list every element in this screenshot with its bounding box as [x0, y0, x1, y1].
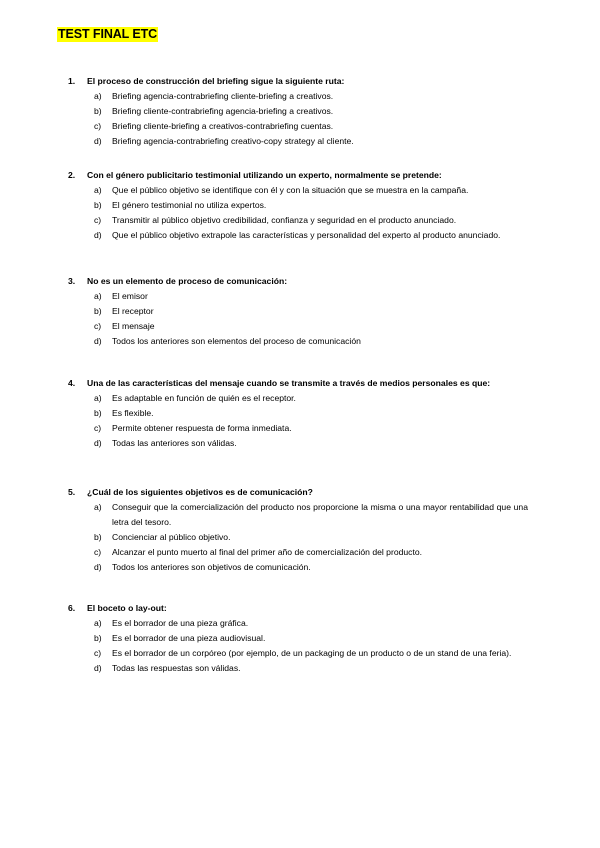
question-number: 2.: [68, 170, 76, 180]
option-text: El mensaje: [112, 321, 155, 331]
option-text: Todos los anteriores son objetivos de comunicación.: [112, 562, 311, 572]
question-text: El proceso de construcción del briefing sigue la siguiente ruta:: [87, 76, 345, 86]
option-letter: a): [94, 185, 102, 195]
option-text: Transmitir al público objetivo credibilidad, confianza y seguridad en el producto anunciado.: [112, 215, 457, 225]
option-letter: d): [94, 438, 102, 448]
option-d: [94, 228, 528, 243]
question-text: Con el género publicitario testimonial utilizando un experto, normalmente se pretende:: [87, 170, 442, 180]
question-heading: [68, 485, 528, 500]
option-letter: b): [94, 532, 102, 542]
question-4: [68, 376, 528, 451]
option-text: El receptor: [112, 306, 154, 316]
option-text: Todas las anteriores son válidas.: [112, 438, 237, 448]
option-letter: b): [94, 306, 102, 316]
option-b: [94, 631, 528, 646]
option-letter: c): [94, 215, 102, 225]
option-letter: c): [94, 321, 102, 331]
question-heading: [68, 274, 528, 289]
option-a: [94, 616, 528, 631]
option-d: [94, 134, 528, 149]
question-number: 4.: [68, 378, 76, 388]
option-a: [94, 289, 528, 304]
question-text: ¿Cuál de los siguientes objetivos es de comunicación?: [87, 487, 313, 497]
option-text: Briefing agencia-contrabriefing cliente-briefing a creativos.: [112, 91, 334, 101]
option-text: Concienciar al público objetivo.: [112, 532, 231, 542]
option-letter: d): [94, 230, 102, 240]
option-a: [94, 500, 528, 530]
option-b: [94, 530, 528, 545]
option-letter: c): [94, 547, 102, 557]
option-letter: a): [94, 393, 102, 403]
option-letter: b): [94, 106, 102, 116]
question-heading: [68, 168, 528, 183]
option-b: [94, 104, 528, 119]
option-a: [94, 183, 528, 198]
question-6: [68, 601, 528, 676]
option-b: [94, 198, 528, 213]
option-text: El género testimonial no utiliza expertos.: [112, 200, 267, 210]
option-letter: a): [94, 91, 102, 101]
option-text: Es adaptable en función de quién es el receptor.: [112, 393, 296, 403]
option-text: Conseguir que la comercialización del producto nos proporcione la misma o una mayor rentabilidad que una letra del tesoro.: [112, 502, 528, 527]
option-text: Es flexible.: [112, 408, 154, 418]
question-number: 3.: [68, 276, 76, 286]
option-c: [94, 319, 528, 334]
option-d: [94, 560, 528, 575]
question-number: 6.: [68, 603, 76, 613]
option-c: [94, 646, 528, 661]
option-d: [94, 334, 528, 349]
question-text: No es un elemento de proceso de comunicación:: [87, 276, 288, 286]
option-b: [94, 406, 528, 421]
option-a: [94, 391, 528, 406]
option-b: [94, 304, 528, 319]
option-letter: b): [94, 408, 102, 418]
question-heading: [68, 74, 528, 89]
option-letter: c): [94, 648, 102, 658]
question-heading: [68, 601, 528, 616]
question-2: [68, 168, 528, 243]
option-letter: d): [94, 663, 102, 673]
question-text: El boceto o lay-out:: [87, 603, 167, 613]
question-number: 5.: [68, 487, 76, 497]
option-letter: a): [94, 618, 102, 628]
option-d: [94, 661, 528, 676]
question-text: Una de las características del mensaje cuando se transmite a través de medios personales es que:: [87, 378, 491, 388]
option-c: [94, 421, 528, 436]
option-text: Todos los anteriores son elementos del proceso de comunicación: [112, 336, 361, 346]
question-number: 1.: [68, 76, 76, 86]
option-letter: d): [94, 562, 102, 572]
option-text: El emisor: [112, 291, 148, 301]
option-text: Que el público objetivo extrapole las características y personalidad del experto al producto anunciado.: [112, 230, 501, 240]
option-text: Es el borrador de una pieza gráfica.: [112, 618, 249, 628]
option-text: Todas las respuestas son válidas.: [112, 663, 241, 673]
option-d: [94, 436, 528, 451]
question-1: [68, 74, 528, 149]
option-letter: d): [94, 336, 102, 346]
option-letter: a): [94, 502, 102, 512]
option-text: Permite obtener respuesta de forma inmediata.: [112, 423, 292, 433]
option-letter: b): [94, 633, 102, 643]
option-c: [94, 545, 528, 560]
option-text: Es el borrador de un corpóreo (por ejemplo, de un packaging de un producto o de un stand de una feria).: [112, 648, 512, 658]
option-text: Alcanzar el punto muerto al final del primer año de comercialización del producto.: [112, 547, 423, 557]
document-title: TEST FINAL ETC: [58, 27, 158, 41]
option-letter: a): [94, 291, 102, 301]
option-letter: b): [94, 200, 102, 210]
question-heading: [68, 376, 528, 391]
question-3: [68, 274, 528, 349]
option-text: Que el público objetivo se identifique con él y con la situación que se muestra en la campaña.: [112, 185, 469, 195]
option-text: Briefing agencia-contrabriefing creativo-copy strategy al cliente.: [112, 136, 354, 146]
option-letter: d): [94, 136, 102, 146]
question-5: [68, 485, 528, 575]
option-text: Briefing cliente-briefing a creativos-contrabriefing cuentas.: [112, 121, 334, 131]
option-text: Es el borrador de una pieza audiovisual.: [112, 633, 266, 643]
option-letter: c): [94, 121, 102, 131]
option-text: Briefing cliente-contrabriefing agencia-briefing a creativos.: [112, 106, 334, 116]
option-c: [94, 213, 528, 228]
option-c: [94, 119, 528, 134]
option-letter: c): [94, 423, 102, 433]
option-a: [94, 89, 528, 104]
